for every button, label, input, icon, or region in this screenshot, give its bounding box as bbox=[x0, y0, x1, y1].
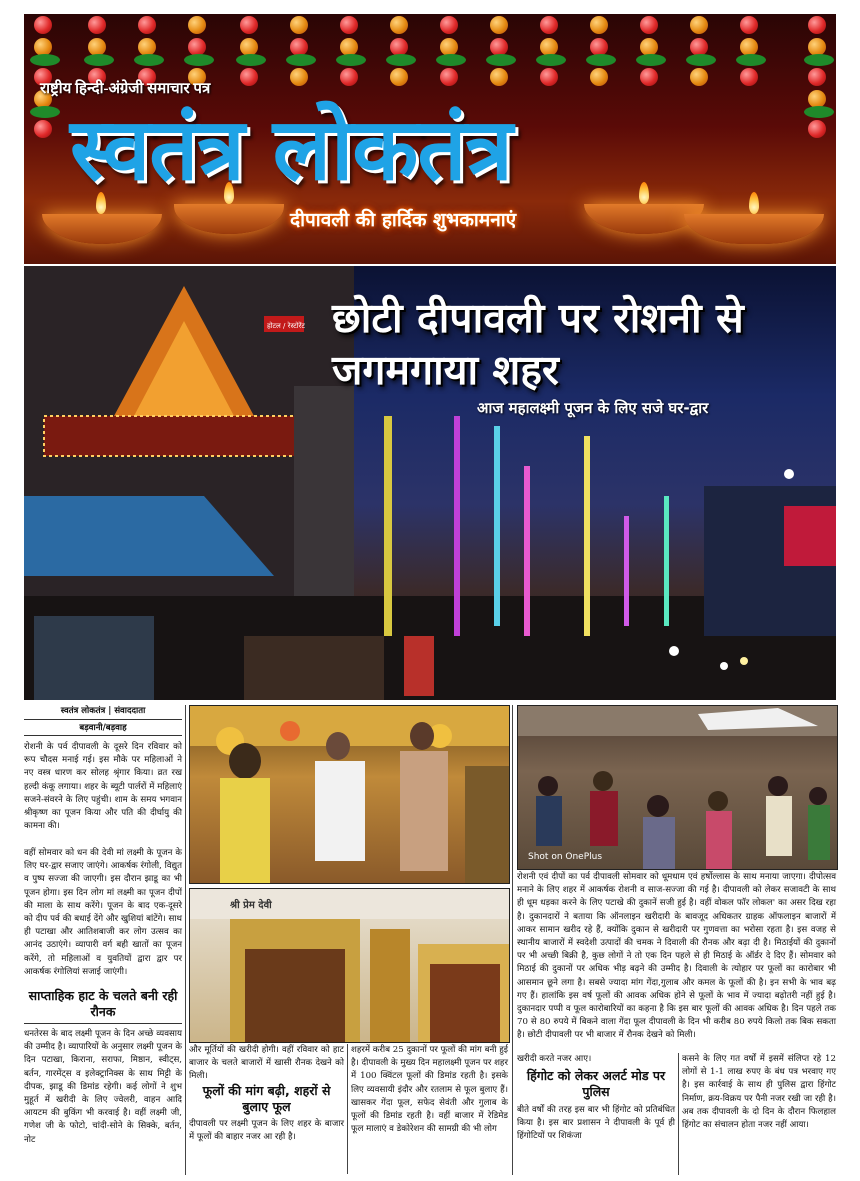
article-paragraph: बीते वर्षों की तरह इस बार भी हिंगोट को प्रतिबंधित किया है। इस बार प्रशासन ने दीपावली के पूर्व ही हिंगोटियों पर शिकंजा bbox=[517, 1105, 675, 1142]
photo-flower-market bbox=[189, 705, 510, 884]
article-paragraph: और मूर्तियों की खरीदी होगी। वहीं रविवार को हाट बाजार के चलते बाजारों में खासी रौनक देखने को मिली। bbox=[189, 1045, 344, 1082]
main-subheadline: आज महालक्ष्मी पूजन के लिए सजे घर-द्वार bbox=[477, 399, 709, 417]
column-divider bbox=[678, 1053, 679, 1175]
article-paragraph: दीपावली पर लक्ष्मी पूजन के लिए शहर के बाजार में फूलों की बाहार नजर आ रही है। bbox=[189, 1119, 344, 1143]
marigold-garland bbox=[686, 14, 712, 164]
section-subheading: फूलों की मांग बढ़ी, शहरों से बुलाए फूल bbox=[202, 1083, 331, 1114]
byline-place: बड़वानी/बड़वाह bbox=[24, 719, 182, 736]
diya-lamp bbox=[42, 214, 162, 244]
column-divider bbox=[512, 705, 513, 1175]
shoppers-illustration bbox=[190, 706, 509, 883]
photo-temple bbox=[189, 888, 510, 1043]
article-paragraph: रोशनी के पर्व दीपावली के दूसरे दिन रविवार को रूप चौदस मनाई गई। इस मौके पर महिलाओं ने नए वस्त्र धारण कर सोलह श्रृंगार किया। व्रत रख हल्दी कंकू लगाया। शहर के ब्यूटी पार्लरों में महिलाएं सजने-संवरने के लिए पहुंची। शाम के समय भगवान श्रीकृष्ण का पूजन किया और पति की दीर्घायु की कामना की। bbox=[24, 742, 182, 832]
shop-sign: होटल / रेस्टोरेंट bbox=[267, 322, 305, 330]
newspaper-tagline: राष्ट्रीय हिन्दी-अंग्रेजी समाचार पत्र bbox=[40, 81, 211, 97]
marigold-garland bbox=[536, 14, 562, 164]
diya-lamp bbox=[174, 204, 284, 234]
article-paragraph: धनतेरस के बाद लक्ष्मी पूजन के दिन अच्छे व्यवसाय की उम्मीद है। व्यापारियों के अनुसार लक्ष्मी पूजन के दिन पटाखा, किराना, सराफा, मिष्ठान, स्वीट्स, बर्तन, गारमेंट्स व इलेक्ट्रानिक्स के साथ मिट्टी के दीपक, झाडू की डिमांड रहेगी। कई लोगों ने शुभ मुहूर्त में खरीदी के लिए ज्वेलरी, वाहन आदि आयटम की बुकिंग भी करवाई है। वहीं लक्ष्मी जी, गणेश जी के फोटो, चांदी-सोने के सिक्के, बर्तन, नोट bbox=[24, 1029, 182, 1145]
flame-icon bbox=[749, 192, 759, 214]
photo-market-crowd bbox=[517, 705, 838, 870]
flame-icon bbox=[639, 182, 649, 204]
crowd-illustration bbox=[518, 706, 837, 869]
marigold-garland bbox=[636, 14, 662, 164]
marigold-garland bbox=[804, 14, 830, 164]
column-divider bbox=[185, 705, 186, 1175]
camera-watermark: Shot on OnePlus bbox=[528, 852, 603, 862]
diwali-greeting: दीपावली की हार्दिक शुभकामनाएं bbox=[290, 209, 517, 231]
article-paragraph: रोशनी एवं दीपों का पर्व दीपावली सोमवार को धूमधाम एवं हर्षोल्लास के साथ मनाया जाएगा। दीपोत्सव मनाने के लिए शहर में आकर्षक रोशनी व साज-सज्जा की गई है। दीपावली को लेकर सजावटी के साथ ही धूम धड़का करने के लिए पटाखे की दुकानें सजी हुई है। वहीं वोकल फॉर लोकल' का असर दिख रहा है। दुकानदारों ने बताया कि ऑनलाइन खरीदारी के बावजूद अधिकतर ग्राहक ऑफलाइन बाजारों में आकर सामान खरीद रहे हैं, क्योंकि दुकान से खरीदारी पर गुणवत्ता का भरोसा रहता है। इस वजह से स्थानीय बाजारों में स्वदेशी उत्पादों की चमक ने दिवाली की रौनक और बढ़ा दी है। मिठाईयों की दुकानों पर भी अच्छी बिक्री है, कुछ लोगों ने तो एक दिन पहले से ही मिठाई के ऑर्डर दे दिए हैं। सोमवार को मिठाई की दुकानों पर अधिक भीड़ बढ़ने की उम्मीद है। दिवाली के त्योहार पर फूलों का कारोबार भी आसमान छूने लगा है। सबसे ज्यादा मांग गेंदा,गुलाब और कमल के फूलों की है। इन सभी के भाव बढ़ गए हैं। हालांकि इस वर्ष फूलों की आवक अधिक होने से फूलों के भाव में ज्यादा बढ़ोतरी नहीं हुई है। दुकानदार पप्पी व फूल कारोबारियों का कहना है कि इस बार फूलों की आवक अधिक है। दिन पहले तक 70 से 80 रुपये में बिकने वाला गेंदा फूल दीपावली के दिन भी करीब 80 रुपये किलो तक बिक सकता है। छोटी दीपावली पर भी बाजार में रौनक देखने को मिली। bbox=[517, 872, 836, 1041]
column-divider bbox=[347, 1044, 348, 1174]
main-headline: छोटी दीपावली पर रोशनी से जगमगाया शहर bbox=[332, 294, 744, 394]
article-paragraph: कसने के लिए गत वर्षों में इसमें संलिप्त रहे 12 लोगों से 1-1 लाख रुपए के बंध पत्र भरवाए गए है। इस कार्रवाई के साथ ही पुलिस द्वारा हिंगोट निर्माण, क्रय-विक्रय पर पैनी नजर रखी जा रही है। अब तक दीपावली के दो दिन के दौरान फिलहाल हिंगोट का संचालन होता नजर नहीं आया। bbox=[682, 1054, 836, 1131]
newspaper-title: स्वतंत्र लोकतंत्र bbox=[70, 100, 512, 200]
section-subheading: साप्ताहिक हाट के चलते बनी रही रौनक bbox=[24, 988, 182, 1024]
byline-source: स्वतंत्र लोकतंत्र | संवाददाता bbox=[60, 706, 146, 716]
temple-sign: श्री प्रेम देवी bbox=[230, 900, 272, 911]
diya-lamp bbox=[684, 214, 824, 244]
marigold-garland bbox=[586, 14, 612, 164]
temple-illustration bbox=[190, 889, 509, 1042]
article-paragraph: खरीदी करते नजर आए। bbox=[517, 1054, 592, 1064]
section-subheading: हिंगोट को लेकर अलर्ट मोड पर पुलिस bbox=[526, 1068, 666, 1099]
article-paragraph: शहरमें करीब 25 दुकानों पर फूलों की मांग बनी हुई है। दीपावली के मुख्य दिन महालक्ष्मी पूजन पर शहर में 100 क्विंटल फूलों की डिमांड रहती है। इसके लिए व्यवसायी इंदौर और रतलाम से फूल बुलाए हैं। खासकर गेंदा फूल, सफेद सेवंती और गुलाब के फूलों की डिमांड रहती है। वहीं बाजार में रेडिमेड फूल मालाएं व डेकोरेशन की सामग्री की भी लोग bbox=[351, 1045, 509, 1135]
article-paragraph: वहीं सोमवार को धन की देवी मां लक्ष्मी के पूजन के लिए घर-द्वार सजाए जाएंगे। आकर्षक रंगोली, विद्युत व पुष्प सज्जा की जाएगी। इस दौरान झाडू का भी पूजन होगा। इस दिन लोग मां लक्ष्मी का पूजन दीपों की माला के साथ करेंगे। पूजन के बाद एक-दूसरे को दीप पर्व की बधाई देंगे और खुशियां बांटेंगे। साथ ही पटाखा और आतिशबाजी कर लोग उत्सव का आनंद उठाएंगे। व्यापारी वर्ग बही खातों का पूजन करेंगे, तो महिलाओं व युवतियों द्वारा द्वार पर आकर्षक रंगोलियां सजाई जाएंगी। bbox=[24, 848, 182, 977]
marigold-garland bbox=[736, 14, 762, 164]
